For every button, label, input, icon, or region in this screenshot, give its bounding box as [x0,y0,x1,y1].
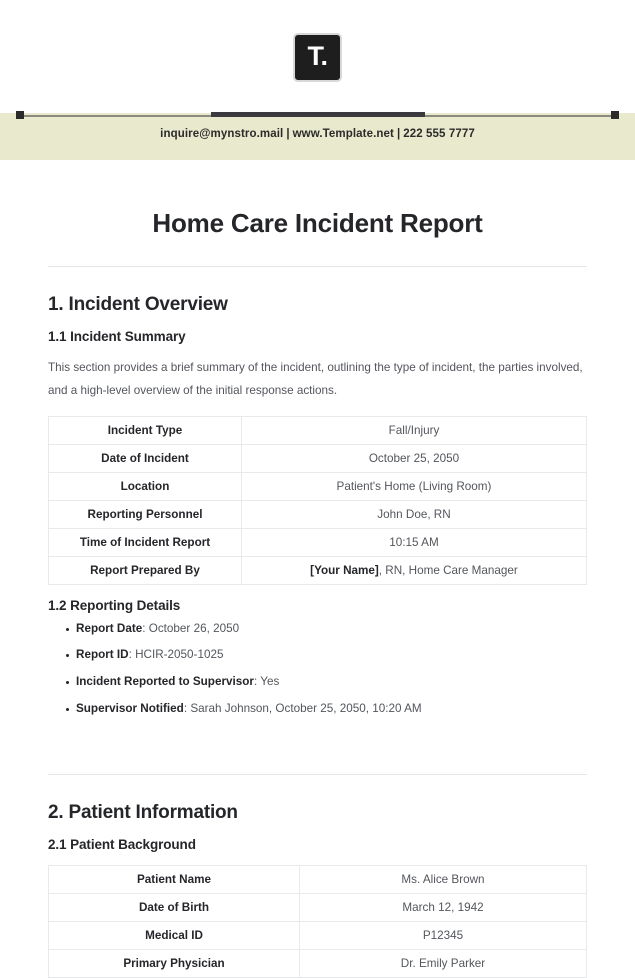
row-value: Ms. Alice Brown [300,866,587,894]
row-label: Patient Name [49,866,300,894]
row-value-rest: , RN, Home Care Manager [378,563,518,577]
row-value: Patient's Home (Living Room) [242,472,587,500]
row-value: John Doe, RN [242,500,587,528]
letterhead-end-dot-right [611,111,619,119]
table-row [49,416,587,444]
reporting-details-list [48,613,587,715]
row-label: Date of Incident [49,444,242,472]
row-label: Location [49,472,242,500]
brand-logo [0,33,635,82]
incident-summary-paragraph: This section provides a brief summary of the incident, outlining the type of incident, the parties involved, and a high-level overview of the initial response actions. [48,361,583,397]
row-label: Reporting Personnel [49,500,242,528]
row-value: Fall/Injury [242,416,587,444]
list-item: Incident Reported to Supervisor: Yes [66,676,587,688]
list-item-label: Report Date [76,621,143,635]
row-label: Time of Incident Report [49,528,242,556]
row-label: Medical ID [49,922,300,950]
list-item-label: Supervisor Notified [76,701,184,715]
section-heading-1: 1. Incident Overview [48,294,228,315]
row-value: P12345 [300,922,587,950]
contact-separator-1: | [286,128,290,140]
table-row [49,500,587,528]
logo-badge-icon [293,33,342,82]
contact-phone: 222 555 7777 [403,128,475,140]
table-row [49,894,587,922]
row-label: Date of Birth [49,894,300,922]
table-row [49,444,587,472]
letterhead-end-dot-left [16,111,24,119]
table-row [49,866,587,894]
row-label: Primary Physician [49,950,300,978]
row-label: Incident Type [49,416,242,444]
section-heading-2: 2. Patient Information [48,802,238,824]
list-item: Supervisor Notified: Sarah Johnson, October 25, 2050, 10:20 AM [66,703,587,715]
subsection-heading-1-2: 1.2 Reporting Details [48,597,181,613]
row-value: October 25, 2050 [242,444,587,472]
list-item-value: Yes [260,675,280,689]
row-value-bold: [Your Name] [310,563,379,577]
incident-overview-table [48,416,587,585]
list-item-label: Incident Reported to Supervisor [76,675,254,689]
subsection-heading-2-1: 2.1 Patient Background [48,837,196,853]
row-label: Report Prepared By [49,556,242,584]
list-item-value: October 26, 2050 [148,621,240,635]
letterhead [0,0,635,160]
row-value: Dr. Emily Parker [300,950,587,978]
row-value: March 12, 1942 [300,894,587,922]
contact-info [0,128,635,140]
patient-background-table [48,865,587,978]
letterhead-accent-rule [211,112,425,117]
contact-website: www.Template.net [292,128,394,140]
list-item-value: HCIR-2050-1025 [135,648,224,662]
table-row [49,472,587,500]
table-row [49,528,587,556]
row-value [242,556,587,584]
page-title: Home Care Incident Report [152,208,483,238]
contact-email: inquire@mynstro.mail [160,128,284,140]
table-row [49,922,587,950]
list-item: Report ID: HCIR-2050-1025 [66,649,587,661]
row-value: 10:15 AM [242,528,587,556]
list-item: Report Date: October 26, 2050 [66,623,587,635]
list-item-value: Sarah Johnson, October 25, 2050, 10:20 AM [190,701,422,715]
list-item-label: Report ID [76,648,129,662]
document-body [0,160,635,978]
table-row [49,950,587,978]
contact-separator-2: | [396,128,401,140]
subsection-heading-1-1: 1.1 Incident Summary [48,329,186,344]
table-row [49,556,587,584]
logo-mark-text: T. [307,41,328,71]
section-spacer [48,729,587,747]
